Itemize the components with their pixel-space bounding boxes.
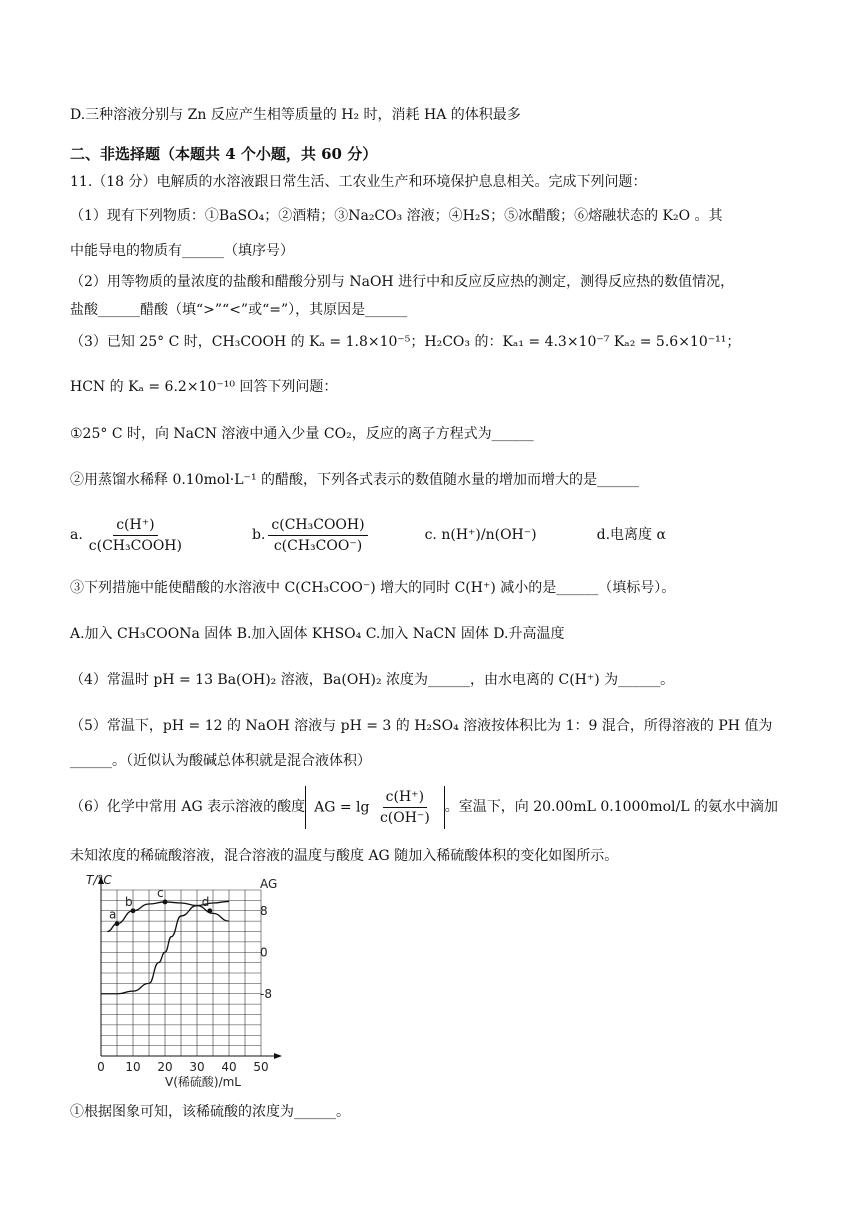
y-tick-label: -8 [260, 986, 272, 1001]
x-tick-label: 10 [125, 1060, 141, 1074]
y-ticks [260, 904, 272, 1001]
point-label-c: c [157, 885, 164, 900]
point-d [207, 908, 212, 913]
option-a-label: a. [70, 527, 83, 543]
chart-grid [101, 890, 261, 1056]
section-heading: 二、非选择题（本题共 4 个小题，共 60 分） [70, 145, 378, 163]
x-ticks [97, 1060, 268, 1074]
ag-formula-numerator: c(H⁺) [383, 788, 427, 808]
point-label-b: b [125, 894, 133, 909]
question-11-intro: 11.（18 分）电解质的水溶液跟日常生活、工农业生产和环境保护息息相关。完成下列问题： [70, 174, 647, 190]
question-11-part6-line1 [70, 778, 778, 836]
question-11-part3-line1: （3）已知 25° C 时，CH₃COOH 的 Kₐ = 1.8×10⁻⁵；H₂CO₃ 的：Kₐ₁ = 4.3×10⁻⁷ Kₐ₂ = 5.6×10⁻¹¹； [70, 334, 741, 350]
question-11-part5-line1: （5）常温下，pH = 12 的 NaOH 溶液与 pH = 3 的 H₂SO₄ 溶液按体积比为 1：9 混合，所得溶液的 PH 值为 [70, 718, 773, 734]
question-11-part2-line2: 盐酸______醋酸（填“>”“<”或“=”），其原因是______ [70, 302, 408, 318]
y-label-left: T/°C [86, 873, 112, 887]
question-11-part1-line2: 中能导电的物质有______（填序号） [70, 243, 294, 259]
question-11-part3-sub1: ①25° C 时，向 NaCN 溶液中通入少量 CO₂，反应的离子方程式为______ [70, 426, 534, 442]
x-tick-label: 20 [157, 1060, 173, 1074]
question-11-part5-line2: ______。（近似认为酸碱总体积就是混合液体积） [70, 753, 371, 769]
ag-formula-fraction [377, 788, 433, 827]
option-a-numerator: c(H⁺) [113, 516, 157, 536]
part6-prefix: （6）化学中常用 AG 表示溶液的酸度 [70, 799, 306, 815]
ag-formula [305, 786, 445, 829]
option-c: c. n(H⁺)/n(OH⁻) [424, 527, 537, 543]
ag-formula-lhs: AG = lg [314, 799, 370, 815]
question-11-part1-line1: （1）现有下列物质：①BaSO₄；②酒精；③Na₂CO₃ 溶液；④H₂S；⑤冰醋酸；⑥熔融状态的 K₂O 。其 [70, 208, 723, 224]
x-tick-label: 40 [221, 1060, 237, 1074]
x-axis-arrow [274, 1053, 282, 1059]
y-label-right: AG [260, 877, 278, 891]
x-axis-label: V(稀硫酸)/mL [165, 1075, 241, 1088]
option-a-denominator: c(CH₃COOH) [88, 537, 182, 554]
option-d-ionization: d.电离度 α [596, 527, 666, 543]
ag-formula-denominator: c(OH⁻) [379, 809, 430, 826]
point-c [163, 900, 168, 905]
temperature-ag-chart [70, 868, 310, 1088]
x-tick-label: 0 [97, 1060, 105, 1074]
option-b-numerator: c(CH₃COOH) [268, 516, 367, 536]
point-label-d: d [201, 894, 210, 909]
question-11-part6-sub1: ①根据图象可知，该稀硫酸的浓度为______。 [70, 1104, 350, 1120]
option-a-fraction [86, 516, 185, 555]
y-tick-label: 0 [260, 945, 268, 960]
x-tick-label: 30 [189, 1060, 205, 1074]
point-a [115, 921, 120, 926]
x-tick-label: 50 [253, 1060, 269, 1074]
question-11-part3-sub3-options: A.加入 CH₃COONa 固体 B.加入固体 KHSO₄ C.加入 NaCN 固体 D.升高温度 [70, 626, 565, 642]
option-d: D.三种溶液分别与 Zn 反应产生相等质量的 H₂ 时，消耗 HA 的体积最多 [70, 107, 521, 123]
question-11-part3-sub3: ③下列措施中能使醋酸的水溶液中 C(CH₃COO⁻) 增大的同时 C(H⁺) 减小的是______（填标号）。 [70, 580, 676, 596]
option-b-label: b. [251, 527, 266, 543]
question-11-part6-line2: 未知浓度的稀硫酸溶液，混合溶液的温度与酸度 AG 随加入稀硫酸体积的变化如图所示。 [70, 848, 619, 864]
point-b [131, 908, 136, 913]
question-11-part4: （4）常温时 pH = 13 Ba(OH)₂ 溶液，Ba(OH)₂ 浓度为______，由水电离的 C(H⁺) 为______。 [70, 672, 675, 688]
point-label-a: a [109, 907, 117, 922]
y-tick-label: 8 [260, 903, 268, 918]
question-11-part3-sub2-options [70, 508, 666, 562]
option-b-fraction [268, 516, 367, 555]
option-b-denominator: c(CH₃COO⁻) [273, 537, 363, 554]
question-11-part2-line1: （2）用等物质的量浓度的盐酸和醋酸分别与 NaOH 进行中和反应反应热的测定，测得反应热的数值情况， [70, 274, 735, 290]
question-11-part3-line2: HCN 的 Kₐ = 6.2×10⁻¹⁰ 回答下列问题： [70, 379, 338, 395]
part6-suffix: 。室温下，向 20.00mL 0.1000mol/L 的氨水中滴加 [444, 799, 778, 815]
question-11-part3-sub2: ②用蒸馏水稀释 0.10mol·L⁻¹ 的醋酸，下列各式表示的数值随水量的增加而增大的是______ [70, 472, 640, 488]
